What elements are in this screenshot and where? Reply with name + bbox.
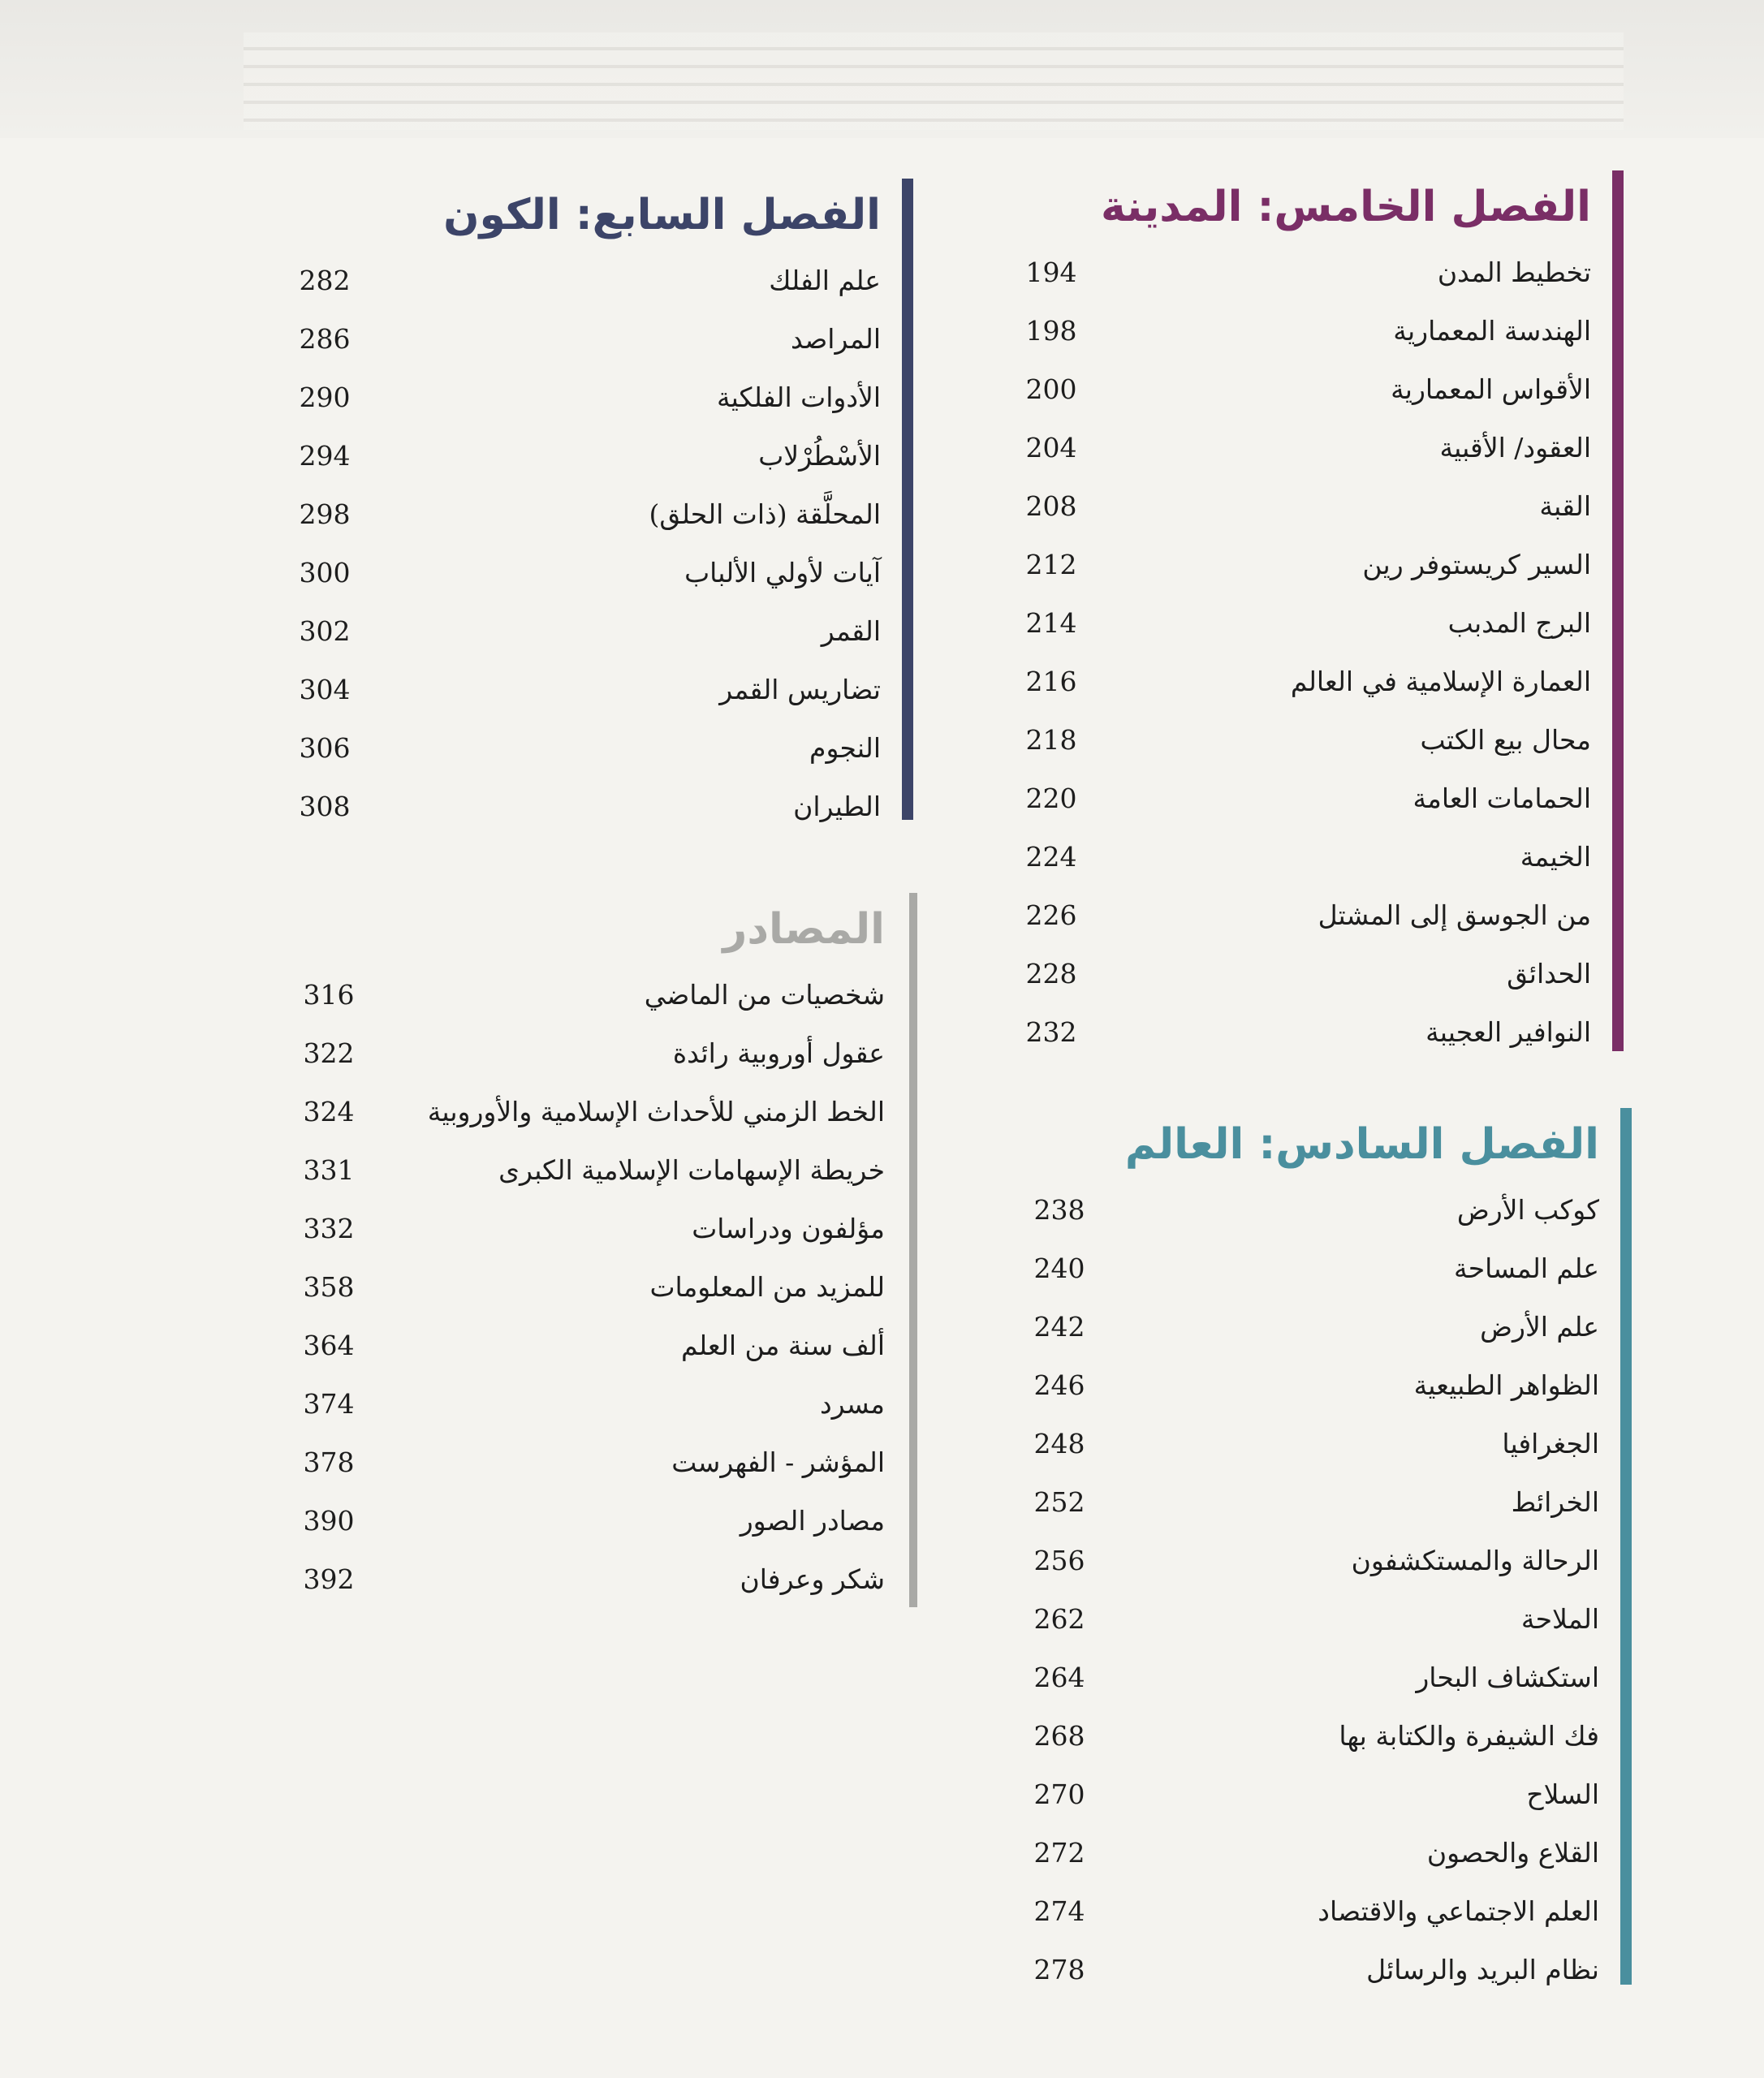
toc-entry[interactable] — [1015, 1882, 1632, 1941]
page-number: 364 — [303, 1330, 355, 1361]
entry-title: الرحالة والمستكشفون — [1351, 1545, 1599, 1576]
page-number: 218 — [1025, 724, 1077, 756]
toc-entry[interactable] — [280, 602, 913, 661]
entry-title: علم المساحة — [1454, 1252, 1599, 1284]
toc-entry[interactable] — [1015, 1473, 1632, 1532]
toc-entry[interactable] — [1007, 477, 1624, 536]
entry-title: مؤلفون ودراسات — [692, 1213, 885, 1244]
page-number: 322 — [303, 1037, 355, 1069]
toc-entry[interactable] — [1007, 536, 1624, 594]
entry-title: علم الفلك — [769, 265, 881, 296]
entry-title: الهندسة المعمارية — [1393, 315, 1591, 347]
entry-title: فك الشيفرة والكتابة بها — [1339, 1720, 1599, 1752]
sources-title: المصادر — [722, 905, 885, 954]
entry-title: المراصد — [790, 323, 881, 355]
toc-entry[interactable] — [1007, 360, 1624, 419]
entry-title: للمزيد من المعلومات — [649, 1271, 885, 1303]
entry-title: السير كريستوفر رين — [1362, 549, 1591, 580]
page-number: 240 — [1033, 1252, 1085, 1284]
entry-title: الطيران — [793, 791, 881, 822]
toc-entry[interactable] — [280, 369, 913, 427]
toc-entry[interactable] — [1007, 244, 1624, 302]
page-number: 246 — [1033, 1369, 1085, 1401]
entry-title: تضاريس القمر — [719, 674, 881, 705]
page-number: 264 — [1033, 1662, 1085, 1693]
page-number: 304 — [299, 674, 351, 705]
toc-entry[interactable] — [1007, 1003, 1624, 1062]
page-number: 278 — [1033, 1954, 1085, 1985]
entry-title: القبة — [1539, 490, 1591, 522]
page-number: 332 — [303, 1213, 355, 1244]
entry-title: الظواهر الطبيعية — [1413, 1369, 1599, 1401]
entry-title: شخصيات من الماضي — [644, 979, 885, 1011]
chapter7-section — [280, 179, 913, 820]
entry-title: ألف سنة من العلم — [681, 1330, 885, 1361]
entry-title: الخرائط — [1511, 1486, 1599, 1518]
entry-title: عقول أوروبية رائدة — [672, 1037, 885, 1069]
toc-entry[interactable] — [284, 1433, 917, 1492]
toc-entry[interactable] — [280, 719, 913, 778]
toc-entry[interactable] — [280, 310, 913, 369]
page-number: 226 — [1025, 899, 1077, 931]
entry-title: تخطيط المدن — [1437, 257, 1591, 288]
page-number: 331 — [303, 1154, 355, 1186]
page-number: 290 — [299, 382, 351, 413]
page-number: 224 — [1025, 841, 1077, 873]
page-number: 358 — [303, 1271, 355, 1303]
entry-title: القلاع والحصون — [1426, 1837, 1599, 1869]
page-number: 216 — [1025, 666, 1077, 697]
toc-entry[interactable] — [284, 1317, 917, 1375]
page-number: 274 — [1033, 1895, 1085, 1927]
entry-title: شكر وعرفان — [740, 1563, 885, 1595]
bleed-through-text — [244, 32, 1624, 130]
page-number: 256 — [1033, 1545, 1085, 1576]
page-number: 214 — [1025, 607, 1077, 639]
page-number: 378 — [303, 1446, 355, 1478]
toc-entry[interactable] — [1015, 1532, 1632, 1590]
toc-entry[interactable] — [284, 1258, 917, 1317]
toc-entry[interactable] — [1007, 828, 1624, 886]
toc-entry[interactable] — [280, 544, 913, 602]
toc-entry[interactable] — [1015, 1941, 1632, 1999]
entry-title: علم الأرض — [1480, 1311, 1599, 1343]
toc-entry[interactable] — [284, 1550, 917, 1609]
page-number: 204 — [1025, 432, 1077, 463]
page-number: 252 — [1033, 1486, 1085, 1518]
page-number: 308 — [299, 791, 351, 822]
toc-entry[interactable] — [284, 1024, 917, 1083]
entry-title: مسرد — [819, 1388, 885, 1420]
entry-title: الملاحة — [1520, 1603, 1599, 1635]
chapter6-section — [1015, 1108, 1632, 1985]
toc-entry[interactable] — [1007, 419, 1624, 477]
toc-entry[interactable] — [1015, 1298, 1632, 1356]
page-number: 248 — [1033, 1428, 1085, 1459]
entry-title: محال بيع الكتب — [1420, 724, 1591, 756]
page-number: 272 — [1033, 1837, 1085, 1869]
toc-entry[interactable] — [1015, 1590, 1632, 1649]
entry-title: آيات لأولي الألباب — [684, 557, 881, 588]
entry-title: مصادر الصور — [740, 1505, 885, 1537]
entry-title: الأقواس المعمارية — [1391, 373, 1591, 405]
entry-title: العقود/ الأقبية — [1439, 432, 1591, 463]
toc-entry[interactable] — [284, 1141, 917, 1200]
entry-title: البرج المدبب — [1447, 607, 1591, 639]
page-number: 298 — [299, 498, 351, 530]
toc-entry[interactable] — [1015, 1239, 1632, 1298]
page-number: 294 — [299, 440, 351, 472]
chapter6-title: الفصل السادس: العالم — [1124, 1120, 1599, 1169]
entry-title: المحلَّقة (ذات الحلق) — [649, 498, 881, 530]
page-number: 286 — [299, 323, 351, 355]
entry-title: الأدوات الفلكية — [716, 382, 881, 413]
toc-entry[interactable] — [284, 1492, 917, 1550]
page-number: 324 — [303, 1096, 355, 1127]
page-number: 306 — [299, 732, 351, 764]
page-number: 208 — [1025, 490, 1077, 522]
toc-entry[interactable] — [280, 661, 913, 719]
toc-entry[interactable] — [1015, 1181, 1632, 1239]
entry-title: الخيمة — [1520, 841, 1591, 873]
toc-entry[interactable] — [1007, 770, 1624, 828]
toc-entry[interactable] — [284, 966, 917, 1024]
entry-title: القمر — [821, 615, 881, 647]
toc-entry[interactable] — [280, 485, 913, 544]
toc-entry[interactable] — [1007, 886, 1624, 945]
page-number: 270 — [1033, 1778, 1085, 1810]
toc-entry[interactable] — [284, 1083, 917, 1141]
entry-title: الجغرافيا — [1502, 1428, 1599, 1459]
toc-entry[interactable] — [284, 1375, 917, 1433]
toc-entry[interactable] — [1015, 1356, 1632, 1415]
page-number: 262 — [1033, 1603, 1085, 1635]
entry-title: خريطة الإسهامات الإسلامية الكبرى — [498, 1154, 885, 1186]
page-number: 242 — [1033, 1311, 1085, 1343]
toc-entry[interactable] — [1015, 1649, 1632, 1707]
page-number: 220 — [1025, 782, 1077, 814]
entry-title: النجوم — [809, 732, 881, 764]
entry-title: الحمامات العامة — [1412, 782, 1591, 814]
toc-entry[interactable] — [1015, 1707, 1632, 1765]
entry-title: العمارة الإسلامية في العالم — [1290, 666, 1591, 697]
toc-entry[interactable] — [1007, 653, 1624, 711]
toc-entry[interactable] — [1007, 711, 1624, 770]
entry-title: استكشاف البحار — [1416, 1662, 1599, 1693]
toc-entry[interactable] — [280, 778, 913, 836]
toc-entry[interactable] — [1007, 945, 1624, 1003]
page-number: 200 — [1025, 373, 1077, 405]
entry-title: السلاح — [1526, 1778, 1599, 1810]
page-number: 302 — [299, 615, 351, 647]
entry-title: النوافير العجيبة — [1425, 1016, 1591, 1048]
page-number: 212 — [1025, 549, 1077, 580]
toc-entry[interactable] — [1015, 1824, 1632, 1882]
page-number: 316 — [303, 979, 355, 1011]
entry-title: الخط الزمني للأحداث الإسلامية والأوروبية — [427, 1096, 885, 1127]
page-number: 198 — [1025, 315, 1077, 347]
chapter5-section — [1007, 170, 1624, 1051]
toc-entry[interactable] — [280, 427, 913, 485]
toc-entry[interactable] — [1015, 1415, 1632, 1473]
entry-title: من الجوسق إلى المشتل — [1318, 899, 1591, 931]
toc-entry[interactable] — [284, 1200, 917, 1258]
toc-entry[interactable] — [1007, 594, 1624, 653]
entry-title: كوكب الأرض — [1456, 1194, 1599, 1226]
sources-section — [284, 893, 917, 1607]
toc-entry[interactable] — [280, 252, 913, 310]
entry-title: نظام البريد والرسائل — [1366, 1954, 1599, 1985]
page-number: 374 — [303, 1388, 355, 1420]
toc-entry[interactable] — [1015, 1765, 1632, 1824]
bleed-through-header — [0, 0, 1764, 138]
page-number: 232 — [1025, 1016, 1077, 1048]
page-number: 268 — [1033, 1720, 1085, 1752]
page-number: 228 — [1025, 958, 1077, 989]
page-number: 300 — [299, 557, 351, 588]
page-number: 238 — [1033, 1194, 1085, 1226]
entry-title: الحدائق — [1507, 958, 1591, 989]
page-number: 194 — [1025, 257, 1077, 288]
entry-title: المؤشر - الفهرست — [671, 1446, 885, 1478]
toc-entry[interactable] — [1007, 302, 1624, 360]
entry-title: العلم الاجتماعي والاقتصاد — [1318, 1895, 1599, 1927]
page-number: 390 — [303, 1505, 355, 1537]
chapter7-title: الفصل السابع: الكون — [443, 191, 881, 239]
entry-title: الأسْطُرْلاب — [758, 440, 881, 472]
chapter5-title: الفصل الخامس: المدينة — [1100, 183, 1591, 231]
page-number: 392 — [303, 1563, 355, 1595]
page-number: 282 — [299, 265, 351, 296]
